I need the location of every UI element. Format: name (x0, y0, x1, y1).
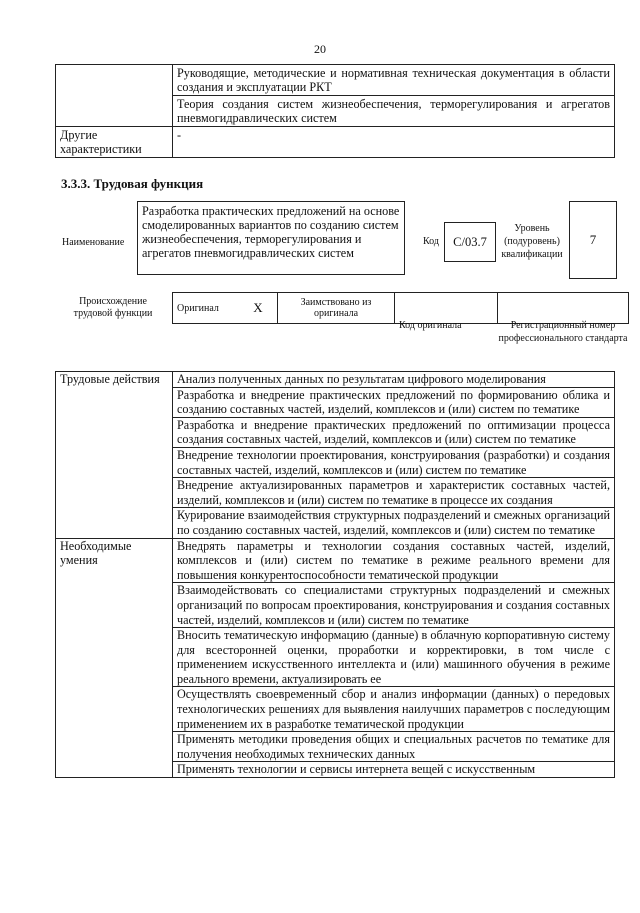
function-details-table (55, 371, 615, 778)
original-cell: Оригинал (173, 293, 240, 324)
table-row (56, 372, 615, 388)
labor-actions-label: Трудовые действия (56, 372, 173, 539)
page-number: 20 (314, 42, 326, 56)
labor-action-item: Внедрение технологии проектирования, конструирования (разработки) и создания составных частей, изделий, комплексов и (или) систем по тематике (173, 447, 615, 477)
labor-action-item: Внедрение актуализированных параметров и характеристик составных частей, изделий, комплексов и (или) систем по тематике в процессе их создания (173, 478, 615, 508)
origin-label: Происхождение трудовой функции (73, 296, 153, 319)
table-row (173, 293, 629, 324)
borrowed-cell: Заимствовано из оригинала (278, 293, 395, 324)
labor-action-item: Курирование взаимодействия структурных подразделений и смежных организаций по созданию составных частей, изделий, комплексов и (или) систем по тематике (173, 508, 615, 538)
skill-item: Внедрять параметры и технологии создания составных частей, изделий, комплексов и (или) систем по тематике в режиме реального времени для повышения конкурентоспособности тематической продукции (173, 538, 615, 583)
qualification-level-box: 7 (569, 201, 617, 279)
skill-item: Осуществлять своевременный сбор и анализ информации (данных) о передовых технологических решениях для выявления наилучших параметров с последующим применением их в разработке тематической продукции (173, 687, 615, 732)
page-bottom-margin (0, 853, 640, 913)
skill-item: Применять методики проведения общих и специальных расчетов по тематике для получения необходимых технических данных (173, 732, 615, 762)
knowledge-item: Руководящие, методические и нормативная техническая документация в области создания и эксплуатации РКТ (173, 65, 615, 96)
knowledge-item: Теория создания систем жизнеобеспечения, терморегулирования и агрегатов пневмогидравлических систем (173, 96, 615, 127)
function-name-box: Разработка практических предложений на основе смоделированных вариантов по созданию систем жизнеобеспечения, терморегулирования и агрегатов пневмогидравлических систем (137, 201, 405, 275)
skill-item: Взаимодействовать со специалистами структурных подразделений и смежных организаций по вопросам проектирования, конструирования и создания составных частей, изделий, комплексов и (или) систем по тематике (173, 583, 615, 628)
code-label: Код (423, 236, 439, 247)
other-characteristics-label: Другие характеристики (56, 127, 173, 158)
table-row (56, 538, 615, 583)
function-code-box: C/03.7 (444, 222, 496, 262)
skill-item: Применять технологии и сервисы интернета вещей с искусственным (173, 762, 615, 778)
labor-action-item: Анализ полученных данных по результатам цифрового моделирования (173, 372, 615, 388)
required-skills-label: Необходимые умения (56, 538, 173, 778)
labor-action-item: Разработка и внедрение практических предложений по оптимизации процесса создания составных частей, изделий, комплексов и (или) систем по тематике (173, 417, 615, 447)
reg-number-cell (498, 293, 629, 324)
skill-item: Вносить тематическую информацию (данные) в облачную корпоративную систему для всесторонней оценки, проработки и корректировки, в том числе с применением искусственного интеллекта и (или) машинного обучения в режиме реального времени, актуализировать ее (173, 628, 615, 687)
original-mark: X (239, 293, 278, 324)
code-original-label: Код оригинала (399, 320, 462, 331)
other-characteristics-value: - (173, 127, 615, 158)
name-label: Наименование (62, 237, 125, 248)
empty-label-cell (56, 65, 173, 127)
section-title: 3.3.3. Трудовая функция (61, 176, 204, 191)
previous-function-table (55, 64, 615, 158)
qualification-level-label: Уровень (подуровень) квалификации (501, 223, 563, 260)
table-row (56, 65, 615, 96)
original-code-cell (395, 293, 498, 324)
labor-action-item: Разработка и внедрение практических предложений по формированию облика и созданию составных частей, изделий, комплексов и (или) систем по тематике (173, 387, 615, 417)
table-row (56, 127, 615, 158)
reg-number-label: Регистрационный номер профессионального стандарта (498, 320, 628, 344)
